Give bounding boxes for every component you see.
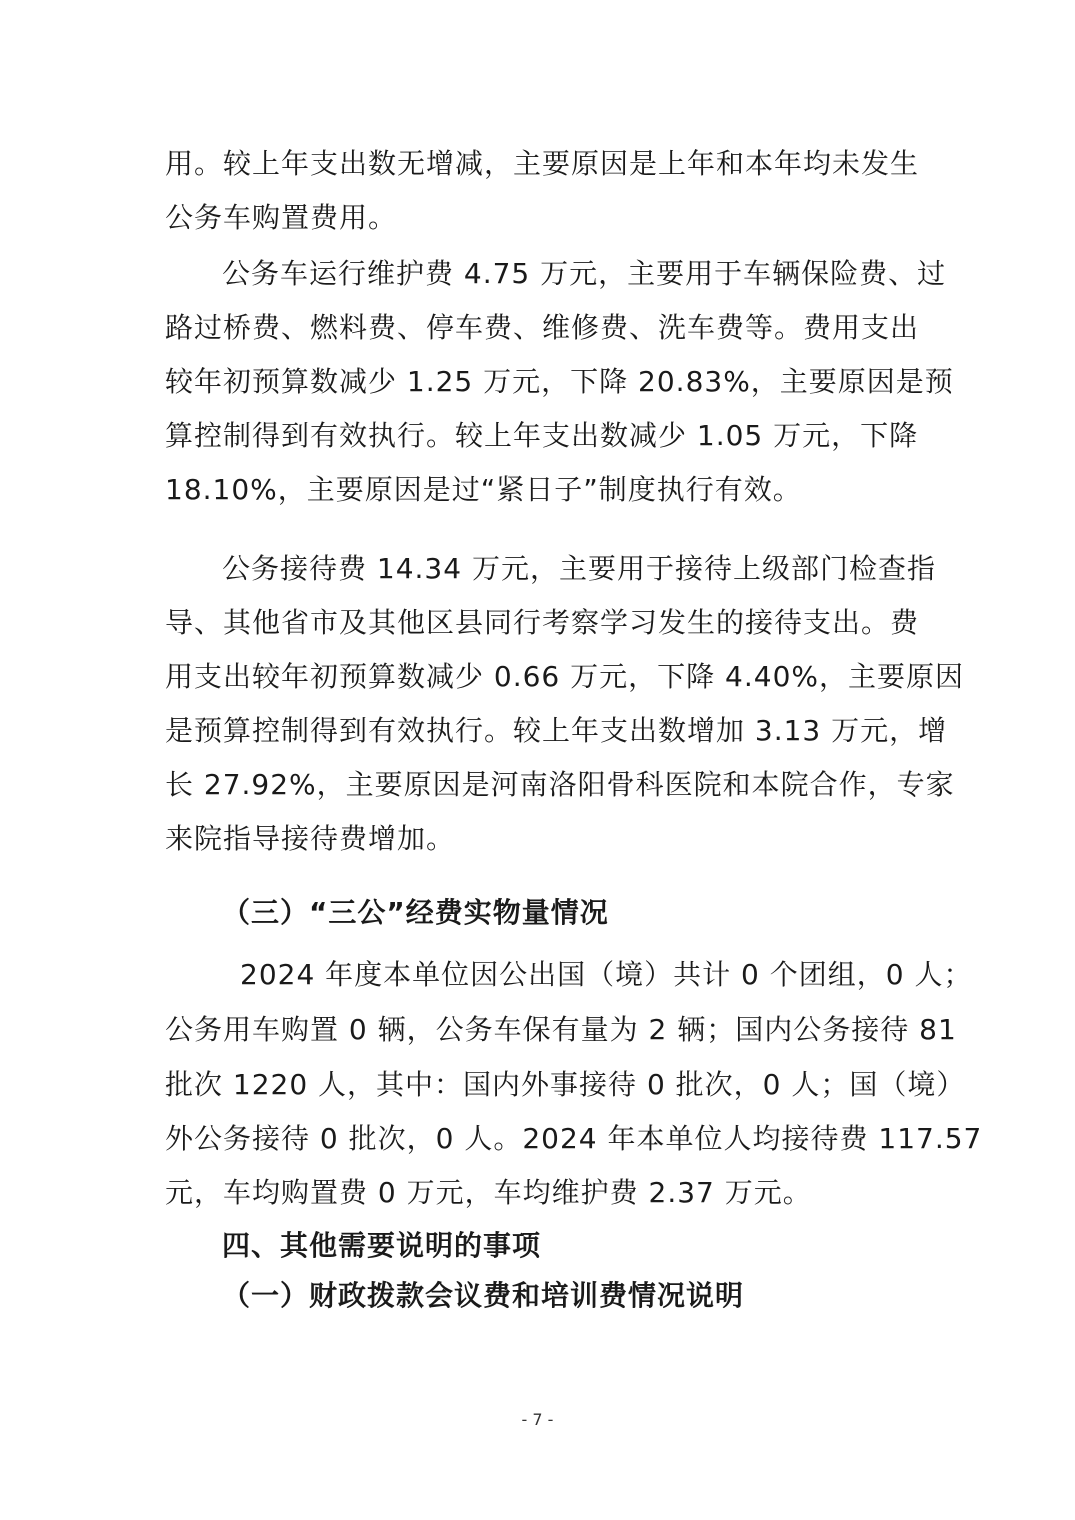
paragraph-line: 元，车均购置费 0 万元，车均维护费 2.37 万元。 [165, 1176, 812, 1209]
paragraph-line: 是预算控制得到有效执行。较上年支出数增加 3.13 万元，增 [165, 714, 948, 747]
paragraph-line: 路过桥费、燃料费、停车费、维修费、洗车费等。费用支出 [165, 311, 920, 344]
paragraph-line: 较年初预算数减少 1.25 万元，下降 20.83%，主要原因是预 [165, 365, 954, 398]
paragraph-line: 18.10%，主要原因是过“紧日子”制度执行有效。 [165, 473, 802, 506]
paragraph-line: 公务接待费 14.34 万元，主要用于接待上级部门检查指 [222, 552, 936, 585]
paragraph-line: 来院指导接待费增加。 [165, 822, 456, 855]
paragraph-line: 用支出较年初预算数减少 0.66 万元，下降 4.40%，主要原因 [165, 660, 964, 693]
paragraph-line: 公务车运行维护费 4.75 万元，主要用于车辆保险费、过 [222, 257, 947, 290]
paragraph-line: 公务用车购置 0 辆，公务车保有量为 2 辆；国内公务接待 81 [165, 1013, 957, 1046]
subsection-heading: （一）财政拨款会议费和培训费情况说明 [222, 1279, 745, 1312]
subsection-heading: （三）“三公”经费实物量情况 [222, 896, 609, 929]
section-heading: 四、其他需要说明的事项 [222, 1229, 542, 1262]
paragraph-line: 外公务接待 0 批次，0 人。2024 年本单位人均接待费 117.57 [165, 1122, 983, 1155]
paragraph-line: 2024 年度本单位因公出国（境）共计 0 个团组，0 人； [240, 958, 973, 991]
paragraph-line: 批次 1220 人，其中：国内外事接待 0 批次，0 人；国（境） [165, 1068, 966, 1101]
paragraph-line: 算控制得到有效执行。较上年支出数减少 1.05 万元，下降 [165, 419, 919, 452]
paragraph-line: 公务车购置费用。 [165, 201, 398, 234]
paragraph-line: 导、其他省市及其他区县同行考察学习发生的接待支出。费 [165, 606, 920, 639]
page-number: - 7 - [521, 1410, 554, 1429]
paragraph-line: 长 27.92%，主要原因是河南洛阳骨科医院和本院合作，专家 [165, 768, 955, 801]
paragraph-line: 用。较上年支出数无增减，主要原因是上年和本年均未发生 [165, 147, 920, 180]
